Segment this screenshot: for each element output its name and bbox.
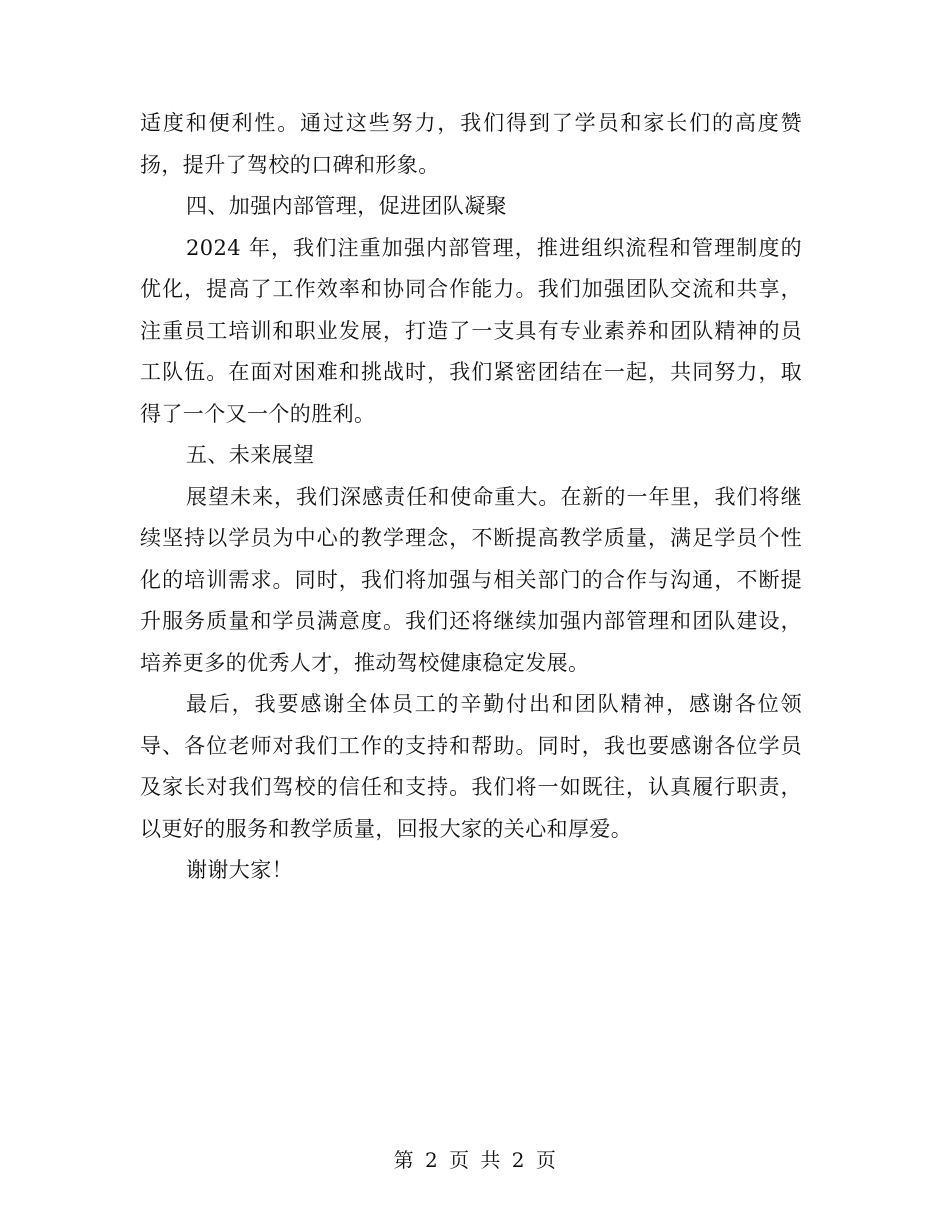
paragraph-acknowledgements: 最后，我要感谢全体员工的辛勤付出和团队精神，感谢各位领导、各位老师对我们工作的支持和帮助。同时，我也要感谢各位学员及家长对我们驾校的信任和支持。我们将一如既往，认真履行职责，以更好的服务和教学质量，回报大家的关心和厚爱。 xyxy=(140,692,802,841)
section-heading-future-outlook: 五、未来展望 xyxy=(186,443,315,467)
page-number-footer: 第 2 页 共 2 页 xyxy=(393,1148,557,1172)
document-body xyxy=(140,103,802,892)
paragraph-continuation: 适度和便利性。通过这些努力，我们得到了学员和家长们的高度赞扬，提升了驾校的口碑和形象。 xyxy=(140,111,802,177)
section-heading-internal-management: 四、加强内部管理，促进团队凝聚 xyxy=(186,194,507,218)
paragraph-future-outlook: 展望未来，我们深感责任和使命重大。在新的一年里，我们将继续坚持以学员为中心的教学理念，不断提高教学质量，满足学员个性化的培训需求。同时，我们将加强与相关部门的合作与沟通，不断提升服务质量和学员满意度。我们还将继续加强内部管理和团队建设，培养更多的优秀人才，推动驾校健康稳定发展。 xyxy=(140,484,802,675)
paragraph-closing: 谢谢大家！ xyxy=(186,858,293,882)
paragraph-internal-management: 2024 年，我们注重加强内部管理，推进组织流程和管理制度的优化，提高了工作效率和协同合作能力。我们加强团队交流和共享，注重员工培训和职业发展，打造了一支具有专业素养和团队精神的员工队伍。在面对困难和挑战时，我们紧密团结在一起，共同努力，取得了一个又一个的胜利。 xyxy=(140,235,802,426)
